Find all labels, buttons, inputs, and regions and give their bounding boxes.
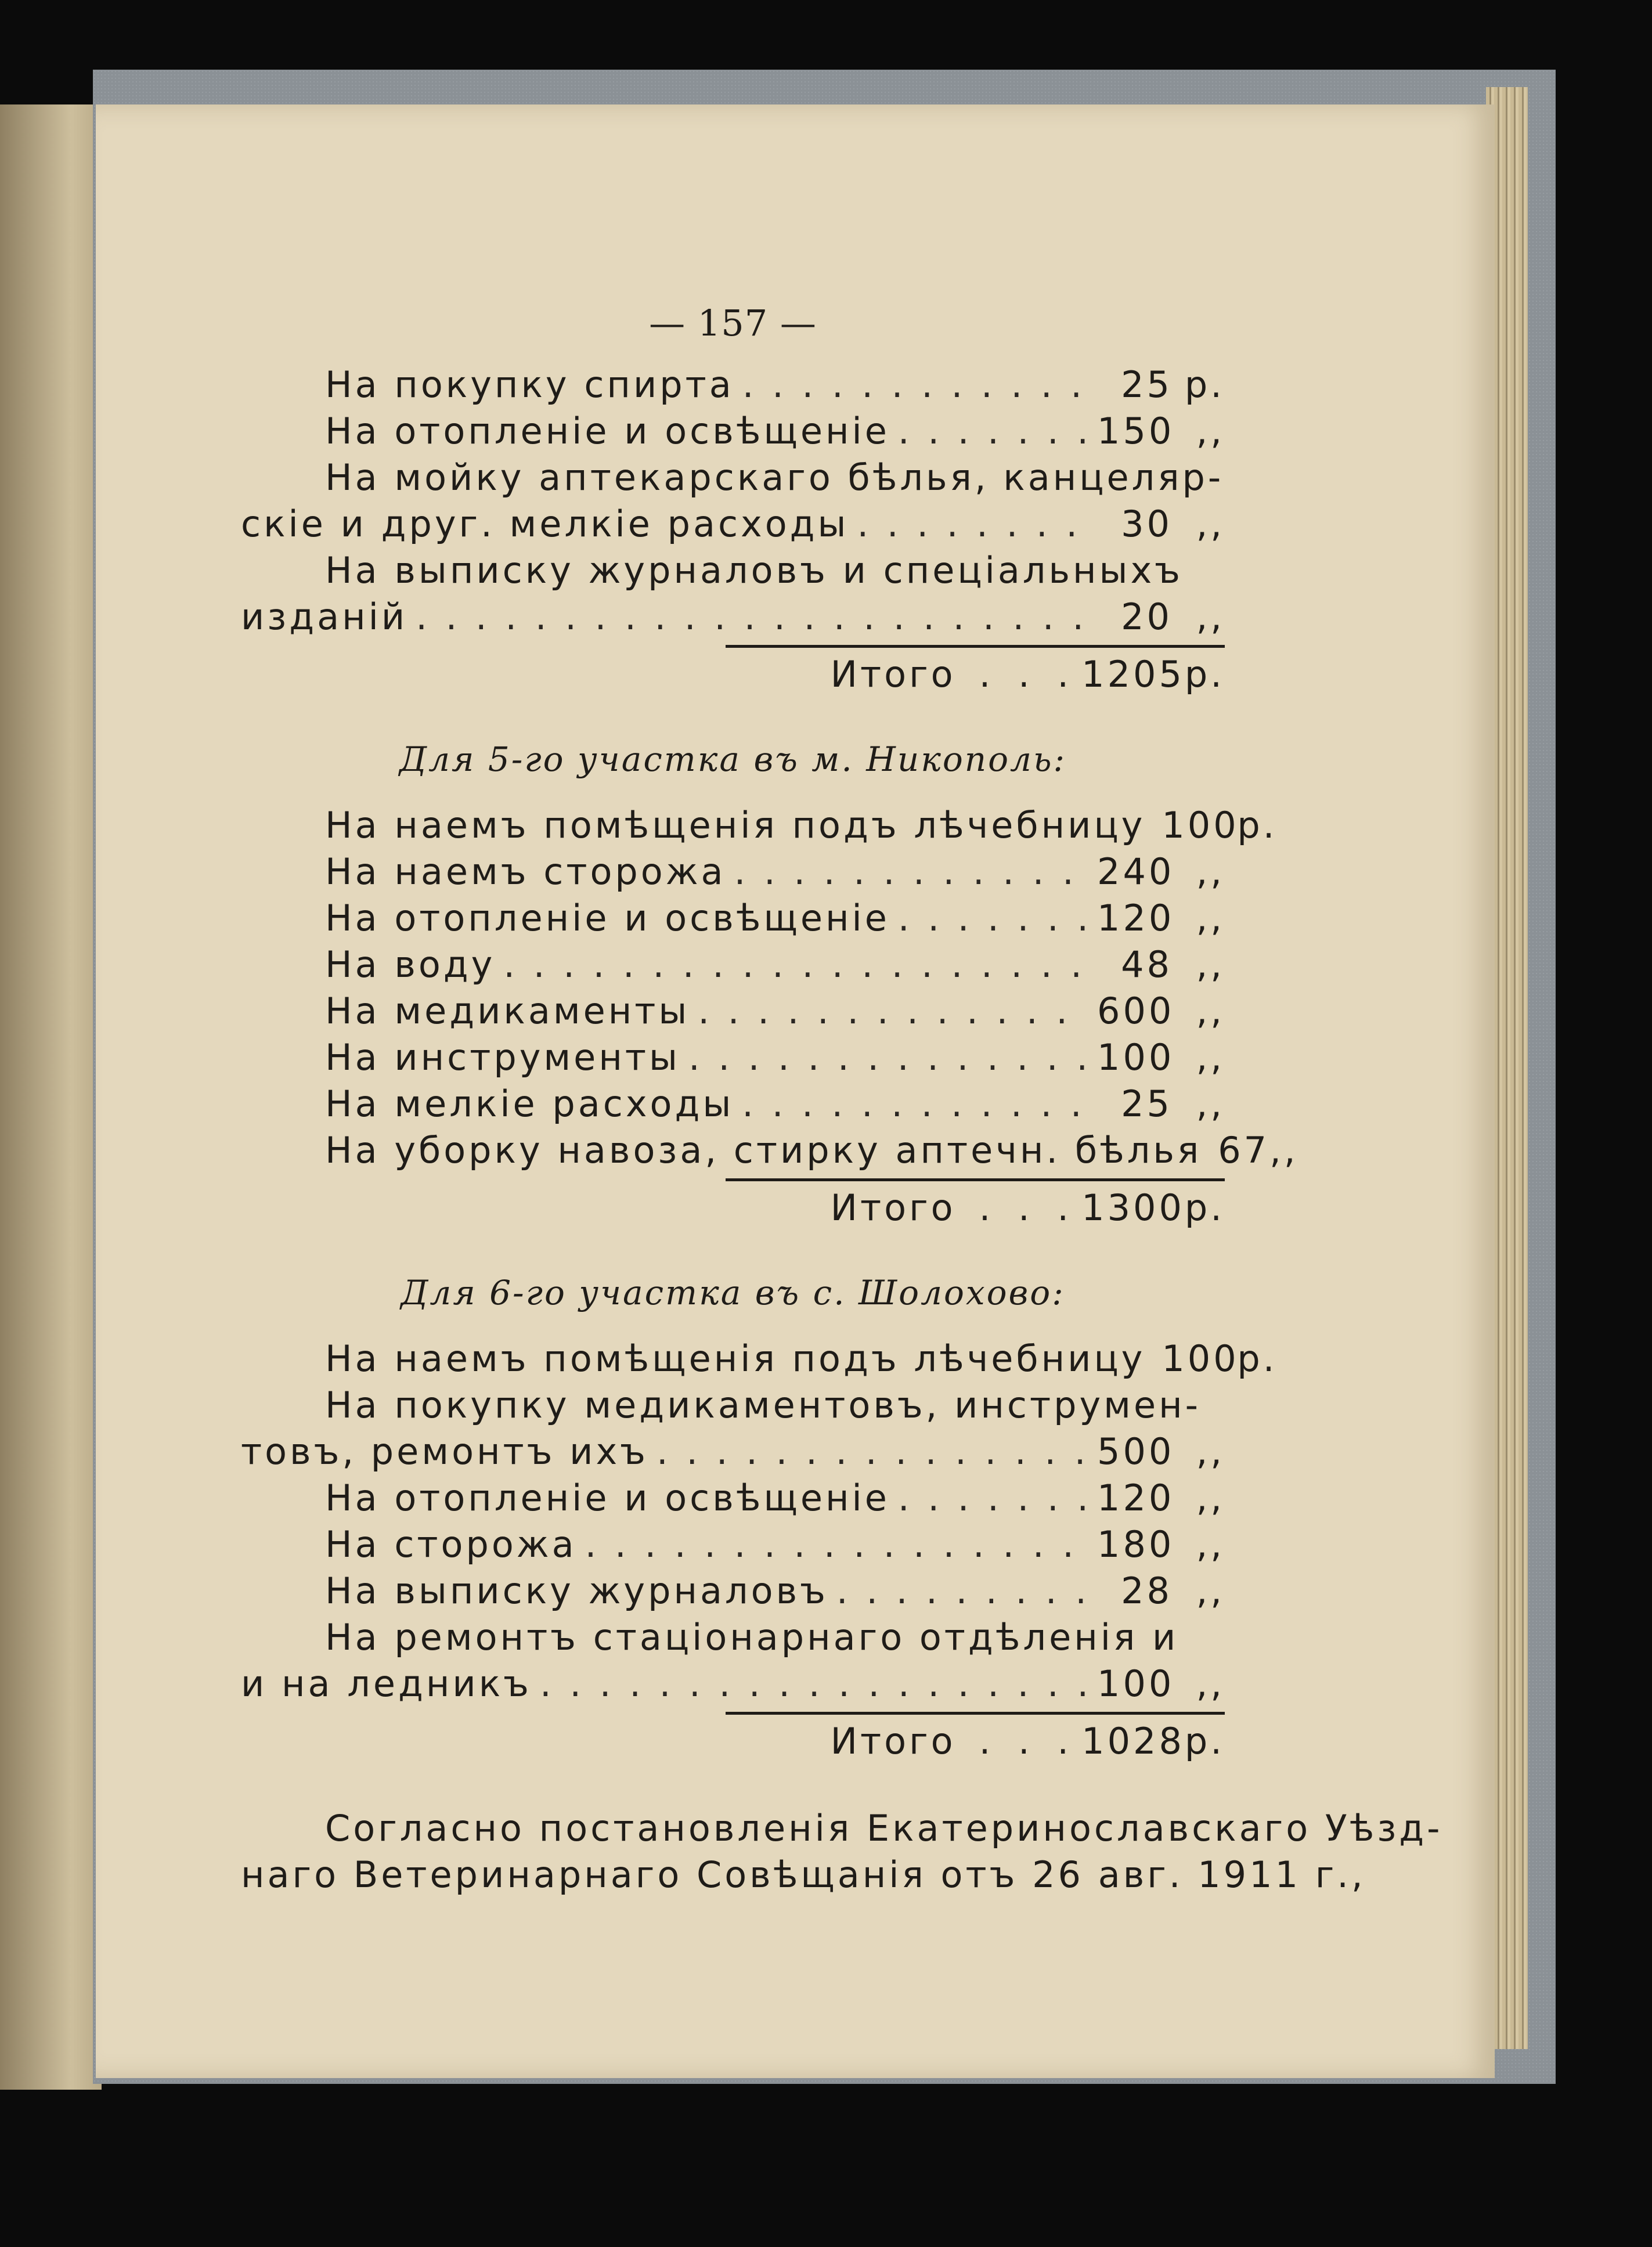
book-page	[96, 104, 1495, 2078]
list-item: скіе и друг. мелкіе расходы . . . 30 ,,	[241, 501, 1225, 547]
list-item: товъ, ремонтъ ихъ . . . 500 ,,	[241, 1429, 1225, 1475]
list-item: На покупку спирта . . . 25 р.	[241, 362, 1225, 408]
section-heading: Для 6-го участка въ с. Шолохово:	[401, 1273, 1065, 1312]
list-item: На уборку навоза, стирку аптечн. бѣлья 67 ,,	[325, 1129, 1298, 1171]
list-item: На наемъ помѣщенія подъ лѣчебницу 100 р.	[325, 804, 1278, 846]
list-item-line: На ремонтъ стаціонарнаго отдѣленія и	[325, 1616, 1179, 1658]
list-item-line: На покупку медикаментовъ, инструмен-	[325, 1384, 1202, 1426]
list-item-line: На мойку аптекарскаго бѣлья, канцеляр-	[325, 456, 1224, 499]
list-item: На мелкіе расходы . . . 25 ,,	[241, 1081, 1225, 1127]
list-item: изданій . . . 20 ,,	[241, 594, 1225, 640]
list-item: На сторожа . . . 180 ,,	[241, 1521, 1225, 1568]
total-rule	[726, 645, 1225, 648]
left-page-edge	[0, 104, 102, 2090]
total-row: Итого . . . 1028 р.	[830, 1720, 1225, 1762]
total-rule	[726, 1712, 1225, 1715]
section-heading: Для 5-го участка въ м. Никополь:	[399, 740, 1067, 779]
list-item: На инструменты . . . 100 ,,	[241, 1034, 1225, 1081]
page-number: — 157 —	[649, 302, 817, 344]
page-text	[241, 302, 1443, 1898]
list-item: На отопленіе и освѣщеніе . . . 120 ,,	[241, 1475, 1225, 1521]
list-item: На наемъ сторожа . . . 240 ,,	[241, 849, 1225, 895]
list-item: На отопленіе и освѣщеніе . . . 150 ,,	[241, 408, 1225, 455]
total-rule	[726, 1178, 1225, 1181]
total-row: Итого . . . 1300 р.	[830, 1186, 1225, 1229]
list-item-line: На выписку журналовъ и спеціальныхъ	[325, 549, 1183, 591]
body-paragraph: Согласно постановленія Екатеринославскаго Уѣзд- наго Ветеринарнаго Совѣщанія отъ 26 авг. 1911 г.,	[241, 1807, 1443, 1896]
list-item: и на ледникъ . . . 100 ,,	[241, 1661, 1225, 1707]
list-item: На воду . . . 48 ,,	[241, 942, 1225, 988]
total-row: Итого . . . 1205 р.	[830, 653, 1225, 695]
list-item: На наемъ помѣщенія подъ лѣчебницу 100 р.	[325, 1337, 1278, 1380]
list-item: На медикаменты . . . 600 ,,	[241, 988, 1225, 1034]
list-item: На отопленіе и освѣщеніе . . . 120 ,,	[241, 895, 1225, 942]
list-item: На выписку журналовъ . . . 28 ,,	[241, 1568, 1225, 1614]
